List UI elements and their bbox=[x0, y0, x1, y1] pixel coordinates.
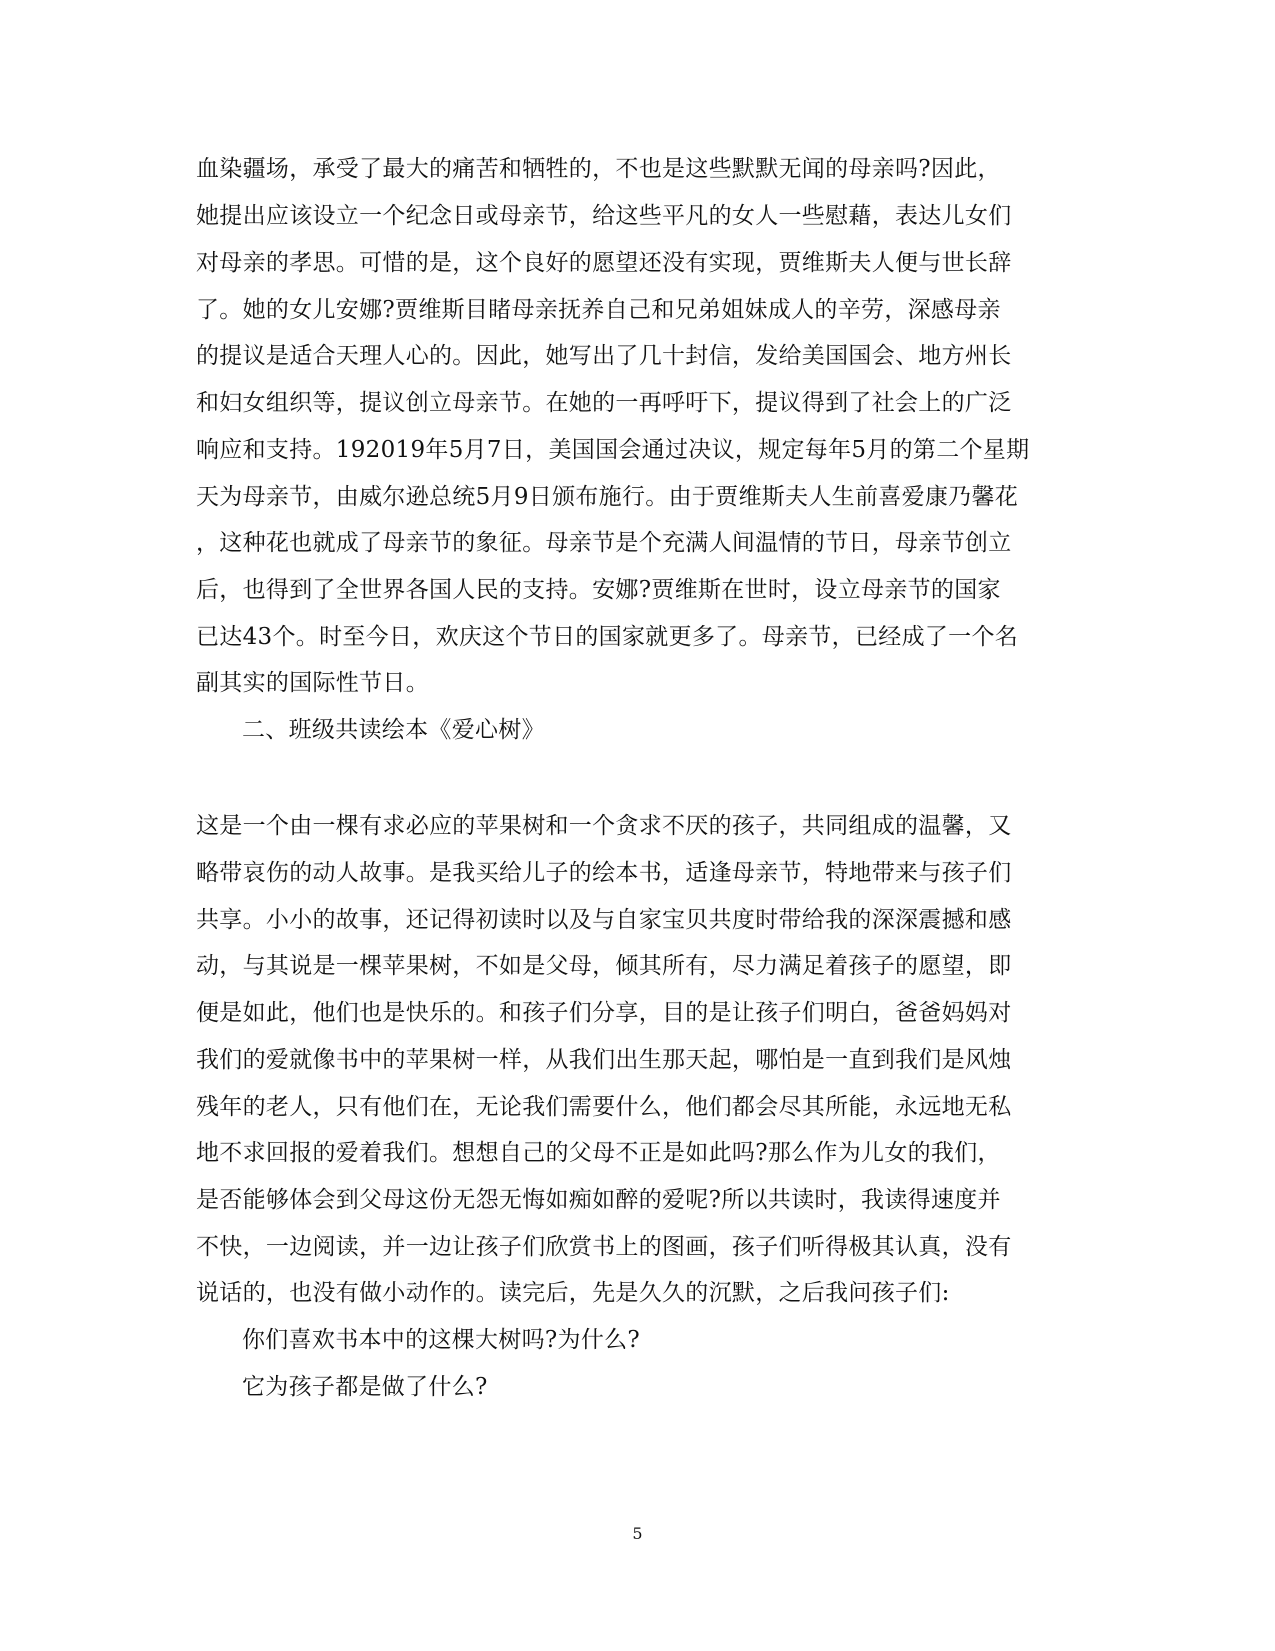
question-line: 它为孩子都是做了什么? bbox=[242, 1374, 488, 1400]
text-line: 便是如此，他们也是快乐的。和孩子们分享，目的是让孩子们明白，爸爸妈妈对 bbox=[196, 1000, 1012, 1026]
page-number: 5 bbox=[632, 1524, 643, 1543]
text-line: 响应和支持。192019年5月7日，美国国会通过决议，规定每年5月的第二个星期 bbox=[196, 437, 1030, 463]
text-line: 副其实的国际性节日。 bbox=[196, 670, 429, 696]
text-line: 不快，一边阅读，并一边让孩子们欣赏书上的图画，孩子们听得极其认真，没有 bbox=[196, 1234, 1012, 1260]
text-line: 动，与其说是一棵苹果树，不如是父母，倾其所有，尽力满足着孩子的愿望，即 bbox=[196, 953, 1012, 979]
text-line: 共享。小小的故事，还记得初读时以及与自家宝贝共度时带给我的深深震撼和感 bbox=[196, 907, 1012, 933]
text-line: 是否能够体会到父母这份无怨无悔如痴如醉的爱呢?所以共读时，我读得速度并 bbox=[196, 1187, 1001, 1213]
text-line: 后，也得到了全世界各国人民的支持。安娜?贾维斯在世时，设立母亲节的国家 bbox=[196, 577, 1001, 603]
text-line: 天为母亲节，由威尔逊总统5月9日颁布施行。由于贾维斯夫人生前喜爱康乃馨花 bbox=[196, 484, 1019, 510]
text-line: ，这种花也就成了母亲节的象征。母亲节是个充满人间温情的节日，母亲节创立 bbox=[196, 530, 1012, 556]
text-line: 残年的老人，只有他们在，无论我们需要什么，他们都会尽其所能，永远地无私 bbox=[196, 1094, 1012, 1120]
question-line: 你们喜欢书本中的这棵大树吗?为什么? bbox=[242, 1327, 641, 1353]
text-line: 地不求回报的爱着我们。想想自己的父母不正是如此吗?那么作为儿女的我们， bbox=[196, 1140, 1001, 1166]
text-line: 她提出应该设立一个纪念日或母亲节，给这些平凡的女人一些慰藉，表达儿女们 bbox=[196, 203, 1012, 229]
section-heading: 二、班级共读绘本《爱心树》 bbox=[242, 717, 545, 743]
text-line: 已达43个。时至今日，欢庆这个节日的国家就更多了。母亲节，已经成了一个名 bbox=[196, 624, 1019, 650]
text-line: 了。她的女儿安娜?贾维斯目睹母亲抚养自己和兄弟姐妹成人的辛劳，深感母亲 bbox=[196, 297, 1001, 323]
text-line: 对母亲的孝思。可惜的是，这个良好的愿望还没有实现，贾维斯夫人便与世长辞 bbox=[196, 250, 1012, 276]
text-line: 的提议是适合天理人心的。因此，她写出了几十封信，发给美国国会、地方州长 bbox=[196, 343, 1012, 369]
text-line: 和妇女组织等，提议创立母亲节。在她的一再呼吁下，提议得到了社会上的广泛 bbox=[196, 390, 1012, 416]
text-line: 这是一个由一棵有求必应的苹果树和一个贪求不厌的孩子，共同组成的温馨，又 bbox=[196, 813, 1012, 839]
text-line: 血染疆场，承受了最大的痛苦和牺牲的，不也是这些默默无闻的母亲吗?因此， bbox=[196, 156, 1001, 182]
text-line: 略带哀伤的动人故事。是我买给儿子的绘本书，适逢母亲节，特地带来与孩子们 bbox=[196, 860, 1012, 886]
text-line: 说话的，也没有做小动作的。读完后，先是久久的沉默，之后我问孩子们: bbox=[196, 1280, 950, 1306]
text-line: 我们的爱就像书中的苹果树一样，从我们出生那天起，哪怕是一直到我们是风烛 bbox=[196, 1047, 1012, 1073]
